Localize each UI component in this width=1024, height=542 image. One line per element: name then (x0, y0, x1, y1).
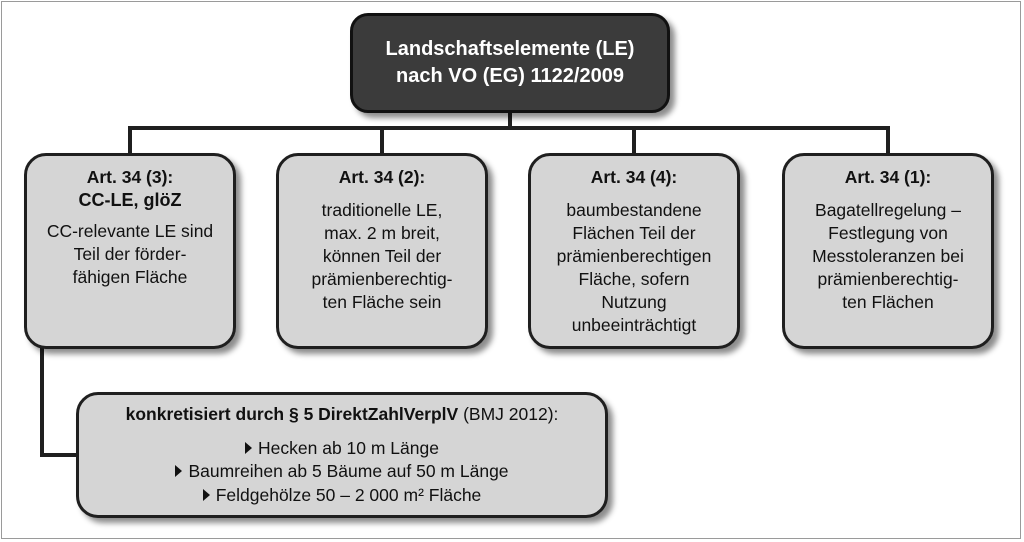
article-text-line: prämienberechtigen (556, 246, 712, 266)
triangle-right-icon (203, 489, 210, 501)
article-text-line: unbeeinträchtigt (571, 315, 697, 335)
list-item-text: Baumreihen ab 5 Bäume auf 50 m Länge (188, 461, 509, 481)
article-node-34-4 (528, 153, 740, 349)
article-text-line: traditionelle LE, (321, 200, 443, 220)
article-text-line: fähigen Fläche (72, 267, 188, 287)
article-subtitle: CC-LE, glöZ (78, 190, 182, 210)
article-description (27, 220, 233, 289)
article-text-line: ten Flächen (842, 292, 934, 312)
article-text-line: prämienberechtig- (817, 269, 959, 289)
root-title-line-1: Landschaftselemente (LE) (385, 38, 635, 60)
article-node-34-3 (24, 153, 236, 349)
detail-heading (79, 403, 605, 427)
article-description (785, 199, 991, 314)
list-item-text: Hecken ab 10 m Länge (258, 437, 439, 458)
article-description (279, 199, 485, 314)
root-node (350, 13, 670, 113)
article-text-line: max. 2 m breit, (324, 223, 440, 243)
article-title: Art. 34 (2): (338, 167, 426, 187)
article-text-line: baumbestandene (566, 200, 702, 220)
article-text-line: Teil der förder- (73, 244, 187, 264)
article-text-line: Flächen Teil der (572, 223, 696, 243)
detail-connector-line (42, 348, 78, 455)
article-node-34-2 (276, 153, 488, 349)
article-title: Art. 34 (1): (844, 167, 932, 187)
detail-node (76, 392, 608, 518)
article-text-line: Messtoleranzen bei (812, 246, 964, 266)
detail-heading-bold: konkretisiert durch § 5 DirektZahlVerplV (125, 404, 459, 424)
article-node-34-1 (782, 153, 994, 349)
article-text-line: Nutzung (601, 292, 667, 312)
article-text-line: Festlegung von (828, 223, 948, 243)
article-description (531, 199, 737, 337)
list-item (79, 460, 605, 484)
article-text-line: prämienberechtig- (311, 269, 453, 289)
article-text-line: Bagatellregelung – (815, 200, 961, 220)
list-item (79, 484, 605, 508)
article-text-line: Fläche, sofern (578, 269, 690, 289)
list-item (79, 437, 605, 461)
list-item-text: Feldgehölze 50 – 2 000 m² Fläche (215, 484, 482, 505)
article-text-line: CC-relevante LE sind (46, 221, 214, 241)
triangle-right-icon (175, 465, 182, 477)
root-title-line-2: nach VO (EG) 1122/2009 (396, 65, 624, 87)
article-text-line: können Teil der (322, 246, 442, 266)
article-text-line: ten Fläche sein (322, 292, 442, 312)
detail-heading-source: (BMJ 2012): (458, 404, 559, 424)
article-title: Art. 34 (4): (590, 167, 678, 187)
triangle-right-icon (245, 442, 252, 454)
article-title: Art. 34 (3): (86, 167, 174, 187)
